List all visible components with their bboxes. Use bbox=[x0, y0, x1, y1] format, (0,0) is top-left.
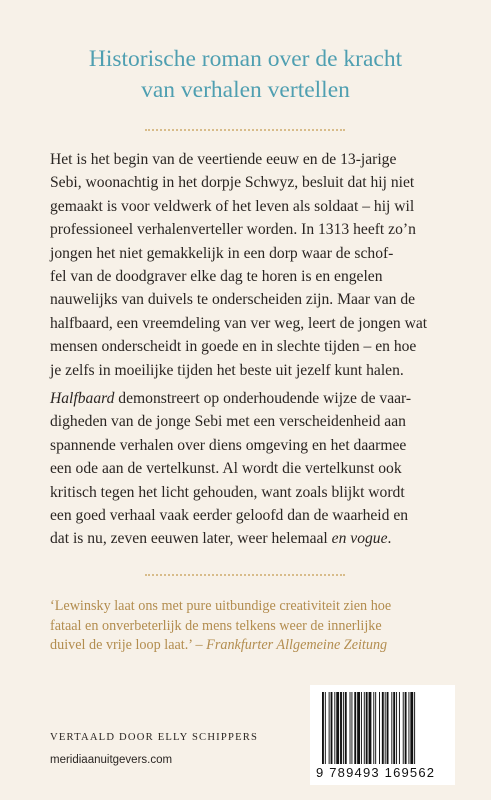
barcode-bar bbox=[382, 692, 384, 764]
paragraph-line: mensen onderscheidt in goede en in slechte tijden – en hoe bbox=[50, 338, 417, 356]
headline-line-1: Historische roman over de kracht bbox=[88, 46, 403, 72]
barcode-bar bbox=[334, 692, 335, 764]
dotted-divider-top bbox=[145, 129, 345, 131]
publisher-website: meridiaanuitgevers.com bbox=[50, 754, 173, 766]
paragraph-line: een goed verhaal vaak eerder geloofd dan de waarheid en bbox=[50, 507, 409, 525]
paragraph-line: professioneel verhalenverteller worden. In 1313 heeft zo’n bbox=[50, 221, 416, 239]
barcode-bar bbox=[403, 692, 404, 764]
barcode-bar bbox=[361, 692, 362, 764]
barcode-bar bbox=[373, 692, 374, 764]
barcode-bar bbox=[405, 692, 407, 764]
translator-credit: VERTAALD DOOR ELLY SCHIPPERS bbox=[50, 732, 259, 743]
barcode-bar bbox=[408, 692, 409, 764]
paragraph-line bbox=[50, 527, 442, 550]
dotted-divider-middle bbox=[145, 574, 345, 576]
paragraph-line: Sebi, woonachtig in het dorpje Schwyz, besluit dat hij niet bbox=[50, 174, 415, 192]
paragraph-line: gemaakt is voor veldwerk of het leven als soldaat – hij wil bbox=[50, 197, 415, 215]
description-paragraph-2 bbox=[50, 387, 442, 551]
paragraph-line: fel van de doodgraver elke dag te horen is en engelen bbox=[50, 268, 383, 286]
barcode-bar bbox=[322, 692, 324, 764]
quote-line: fataal en onverbeterlijk de mens telkens weer de innerlijke bbox=[50, 617, 382, 634]
quote-line: ‘Lewinsky laat ons met pure uitbundige creativiteit zien hoe bbox=[50, 598, 392, 614]
en-vogue-italic: en vogue bbox=[331, 530, 388, 548]
paragraph-line bbox=[50, 387, 442, 410]
barcode-bar bbox=[340, 692, 342, 764]
barcode-bar bbox=[364, 692, 365, 764]
quote-line-start: duivel de vrije loop laat.’ – bbox=[50, 637, 207, 654]
barcode-bar bbox=[396, 692, 397, 764]
headline bbox=[30, 44, 461, 106]
paragraph-line: digheden van de jonge Sebi met een verscheidenheid aan bbox=[50, 413, 406, 431]
barcode-bar bbox=[350, 692, 351, 764]
paragraph-line: spannende verhalen over diens omgeving en het daarmee bbox=[50, 436, 407, 454]
headline-line-2: van verhalen vertellen bbox=[141, 77, 350, 103]
barcode-bar bbox=[336, 692, 339, 764]
barcode-bar bbox=[329, 692, 330, 764]
barcode-bar bbox=[379, 692, 380, 764]
description-paragraph-1 bbox=[50, 148, 442, 382]
paragraph-line-start: dat is nu, zeven eeuwen later, weer helemaal bbox=[50, 530, 332, 548]
paragraph-line: je zelfs in moeilijke tijden het beste uit jezelf kunt halen. bbox=[50, 361, 404, 379]
barcode-bar bbox=[369, 692, 372, 764]
barcode-bar bbox=[354, 692, 356, 764]
barcode-bar bbox=[414, 692, 415, 764]
barcode-bar bbox=[345, 692, 347, 764]
paragraph-line: kritisch tegen het licht gehouden, want zoals blijkt wordt bbox=[50, 483, 405, 501]
barcode-bar bbox=[410, 692, 413, 764]
barcode-bar bbox=[331, 692, 333, 764]
paragraph-line: halfbaard, een vreemdeling van ver weg, leert de jongen wat bbox=[50, 314, 428, 332]
book-title-italic: Halfbaard bbox=[50, 390, 115, 407]
barcode-bar bbox=[385, 692, 386, 764]
paragraph-line-rest: demonstreert op onderhoudende wijze de vaar- bbox=[114, 390, 412, 407]
isbn-digits: 9 789493 169562 bbox=[316, 765, 436, 780]
barcode-bar bbox=[375, 692, 376, 764]
paragraph-line: Het is het begin van de veertiende eeuw en de 13-jarige bbox=[50, 151, 397, 168]
barcode-bars bbox=[320, 692, 446, 764]
barcode-bar bbox=[366, 692, 368, 764]
review-quote bbox=[50, 597, 445, 656]
barcode-bar bbox=[391, 692, 392, 764]
quote-source: Frankfurter Allgemeine Zeitung bbox=[206, 637, 388, 654]
barcode-bar bbox=[393, 692, 395, 764]
barcode-bar bbox=[357, 692, 360, 764]
barcode-bar bbox=[343, 692, 344, 764]
paragraph-line: een ode aan de vertelkunst. Al wordt die vertelkunst ook bbox=[50, 460, 402, 478]
barcode-bar bbox=[325, 692, 326, 764]
barcode-bar bbox=[387, 692, 389, 764]
quote-line bbox=[50, 636, 445, 656]
isbn-barcode bbox=[310, 685, 455, 785]
paragraph-line-end: . bbox=[387, 530, 392, 548]
barcode-bar bbox=[399, 692, 400, 764]
paragraph-line: jongen het niet gemakkelijk in een dorp waar de schof- bbox=[50, 244, 394, 262]
paragraph-line: nauwelijks van duivels te onderscheiden zijn. Maar van de bbox=[50, 291, 416, 309]
barcode-bar bbox=[351, 692, 352, 764]
